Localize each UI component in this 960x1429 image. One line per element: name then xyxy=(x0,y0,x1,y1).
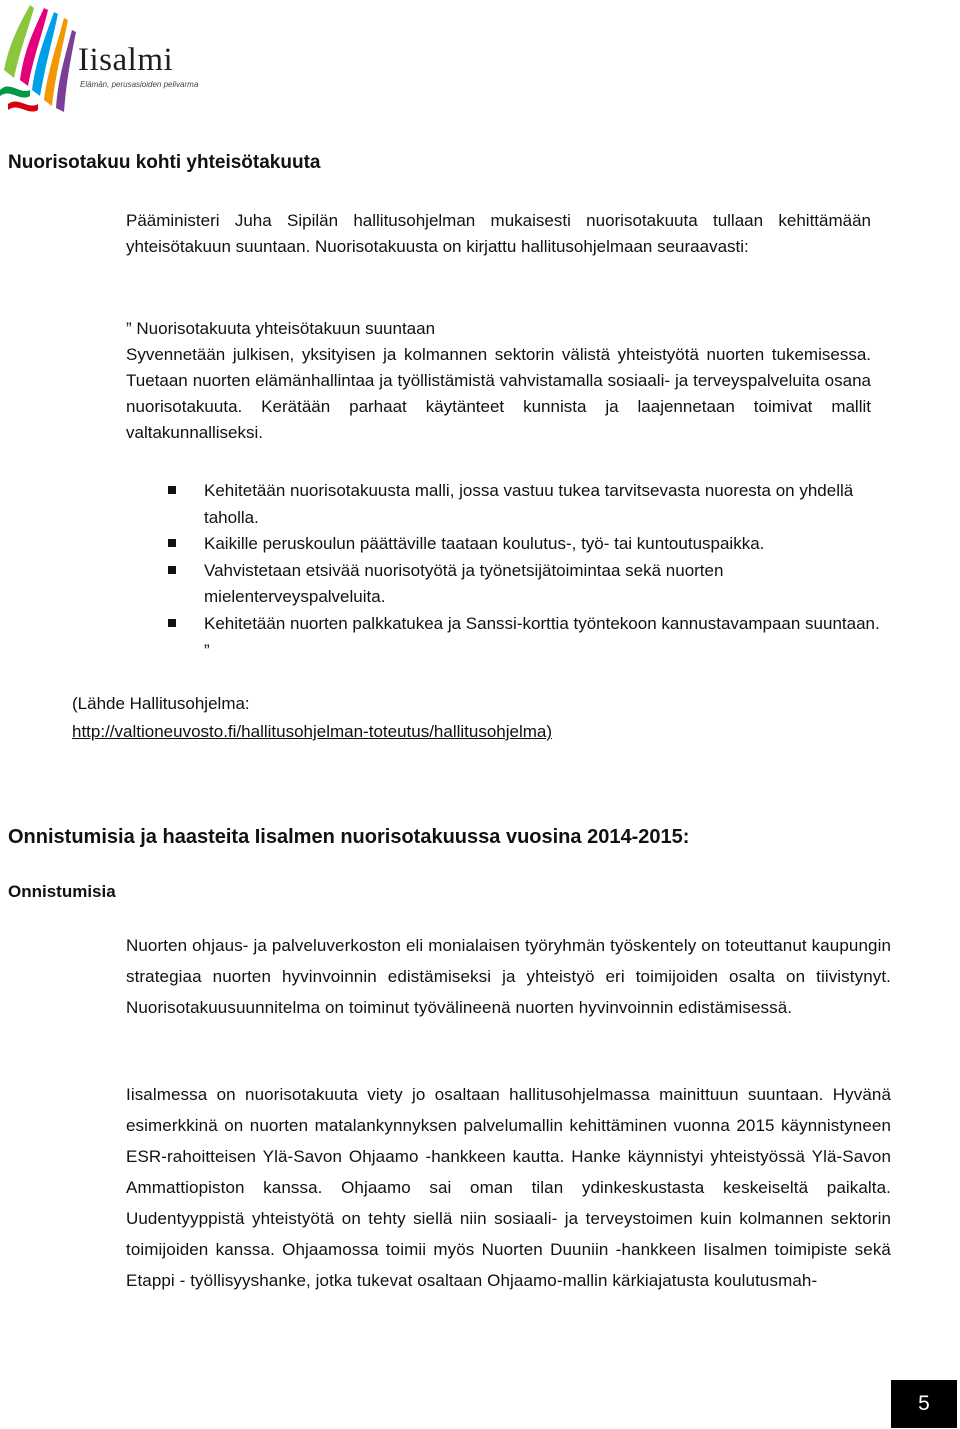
list-item: Kehitetään nuorten palkkatukea ja Sanssi-korttia työntekoon kannustavampaan suuntaan. ” xyxy=(168,611,888,664)
quote-title: ” Nuorisotakuuta yhteisötakuun suuntaan xyxy=(126,319,436,338)
list-item: Kehitetään nuorisotakuusta malli, jossa vastuu tukea tarvitsevasta nuoresta on yhdellä taholla. xyxy=(168,478,888,531)
bullet-list xyxy=(168,478,888,664)
logo-subtitle: Elämän, perusasioiden pelivarma xyxy=(80,80,199,89)
source-link[interactable]: http://valtioneuvosto.fi/hallitusohjelman-toteutus/hallitusohjelma) xyxy=(72,722,553,741)
paragraph-ohjaamo: Iisalmessa on nuorisotakuuta viety jo osaltaan hallitusohjelmassa mainittuun suuntaan. Hyvänä esimerkkinä on nuorten matalankynnyksen palvelumallin kehittäminen vuonna 2015 käynnistyneen ESR-rahoitteisen Ylä-Savon Ohjaamo -hankkeen kautta. Hanke käynnistyi yhteistyössä Ylä-Savon Ammattiopiston kanssa. Ohjaamo sai oman tilan ydinkeskustasta keskeiseltä paikalta. Uudentyyppistä yhteistyötä on tehty siellä niin sosiaali- ja terveystoimen kuin kolmannen sektorin toimijoiden kanssa. Ohjaamossa toimii myös Nuorten Duuniin -hankkeen Iisalmen toimipiste sekä Etappi - työllisyyshanke, jotka tukevat osaltaan Ohjaamo-mallin kärkiajatusta koulutusmah- xyxy=(126,1085,891,1290)
logo-text: Iisalmi xyxy=(78,42,174,78)
section-title-onnistumisia: Onnistumisia ja haasteita Iisalmen nuorisotakuussa vuosina 2014-2015: xyxy=(8,826,690,848)
source-citation xyxy=(72,690,552,746)
quote-body: Syvennetään julkisen, yksityisen ja kolmannen sektorin välistä yhteistyötä nuorten tukemisessa. Tuetaan nuorten elämänhallintaa ja työllistämistä vahvistamalla sosiaali- ja terveyspalveluita osana nuorisotakuuta. Kerätään parhaat käytänteet kunnista ja laajennetaan toimivat mallit valtakunnalliseksi. xyxy=(126,345,871,442)
logo-emblem-icon xyxy=(0,0,78,122)
square-bullet-icon xyxy=(168,566,176,574)
paragraph-network: Nuorten ohjaus- ja palveluverkoston eli monialaisen työryhmän työskentely on toteuttanut kaupungin strategiaa nuorten hyvinvoinnin edistämiseksi ja yhteistyö eri toimijoiden osalta on tiivistynyt. Nuorisotakuusuunnitelma on toiminut työvälineenä nuorten hyvinvoinnin edistämisessä. xyxy=(126,936,891,1017)
intro-paragraph: Pääministeri Juha Sipilän hallitusohjelman mukaisesti nuorisotakuuta tullaan kehittämään yhteisötakuun suuntaan. Nuorisotakuusta on kirjattu hallitusohjelmaan seuraavasti: xyxy=(126,211,871,256)
square-bullet-icon xyxy=(168,539,176,547)
subheading-onnistumisia: Onnistumisia xyxy=(8,882,116,901)
iisalmi-logo xyxy=(0,0,200,122)
square-bullet-icon xyxy=(168,486,176,494)
source-label: (Lähde Hallitusohjelma: xyxy=(72,694,250,713)
page-number: 5 xyxy=(891,1380,957,1428)
square-bullet-icon xyxy=(168,619,176,627)
list-item: Vahvistetaan etsivää nuorisotyötä ja työnetsijätoimintaa sekä nuorten mielenterveyspalveluita. xyxy=(168,558,888,611)
section-title-nuorisotakuu: Nuorisotakuu kohti yhteisötakuuta xyxy=(8,152,321,173)
list-item: Kaikille peruskoulun päättäville taataan koulutus-, työ- tai kuntoutuspaikka. xyxy=(168,531,888,558)
